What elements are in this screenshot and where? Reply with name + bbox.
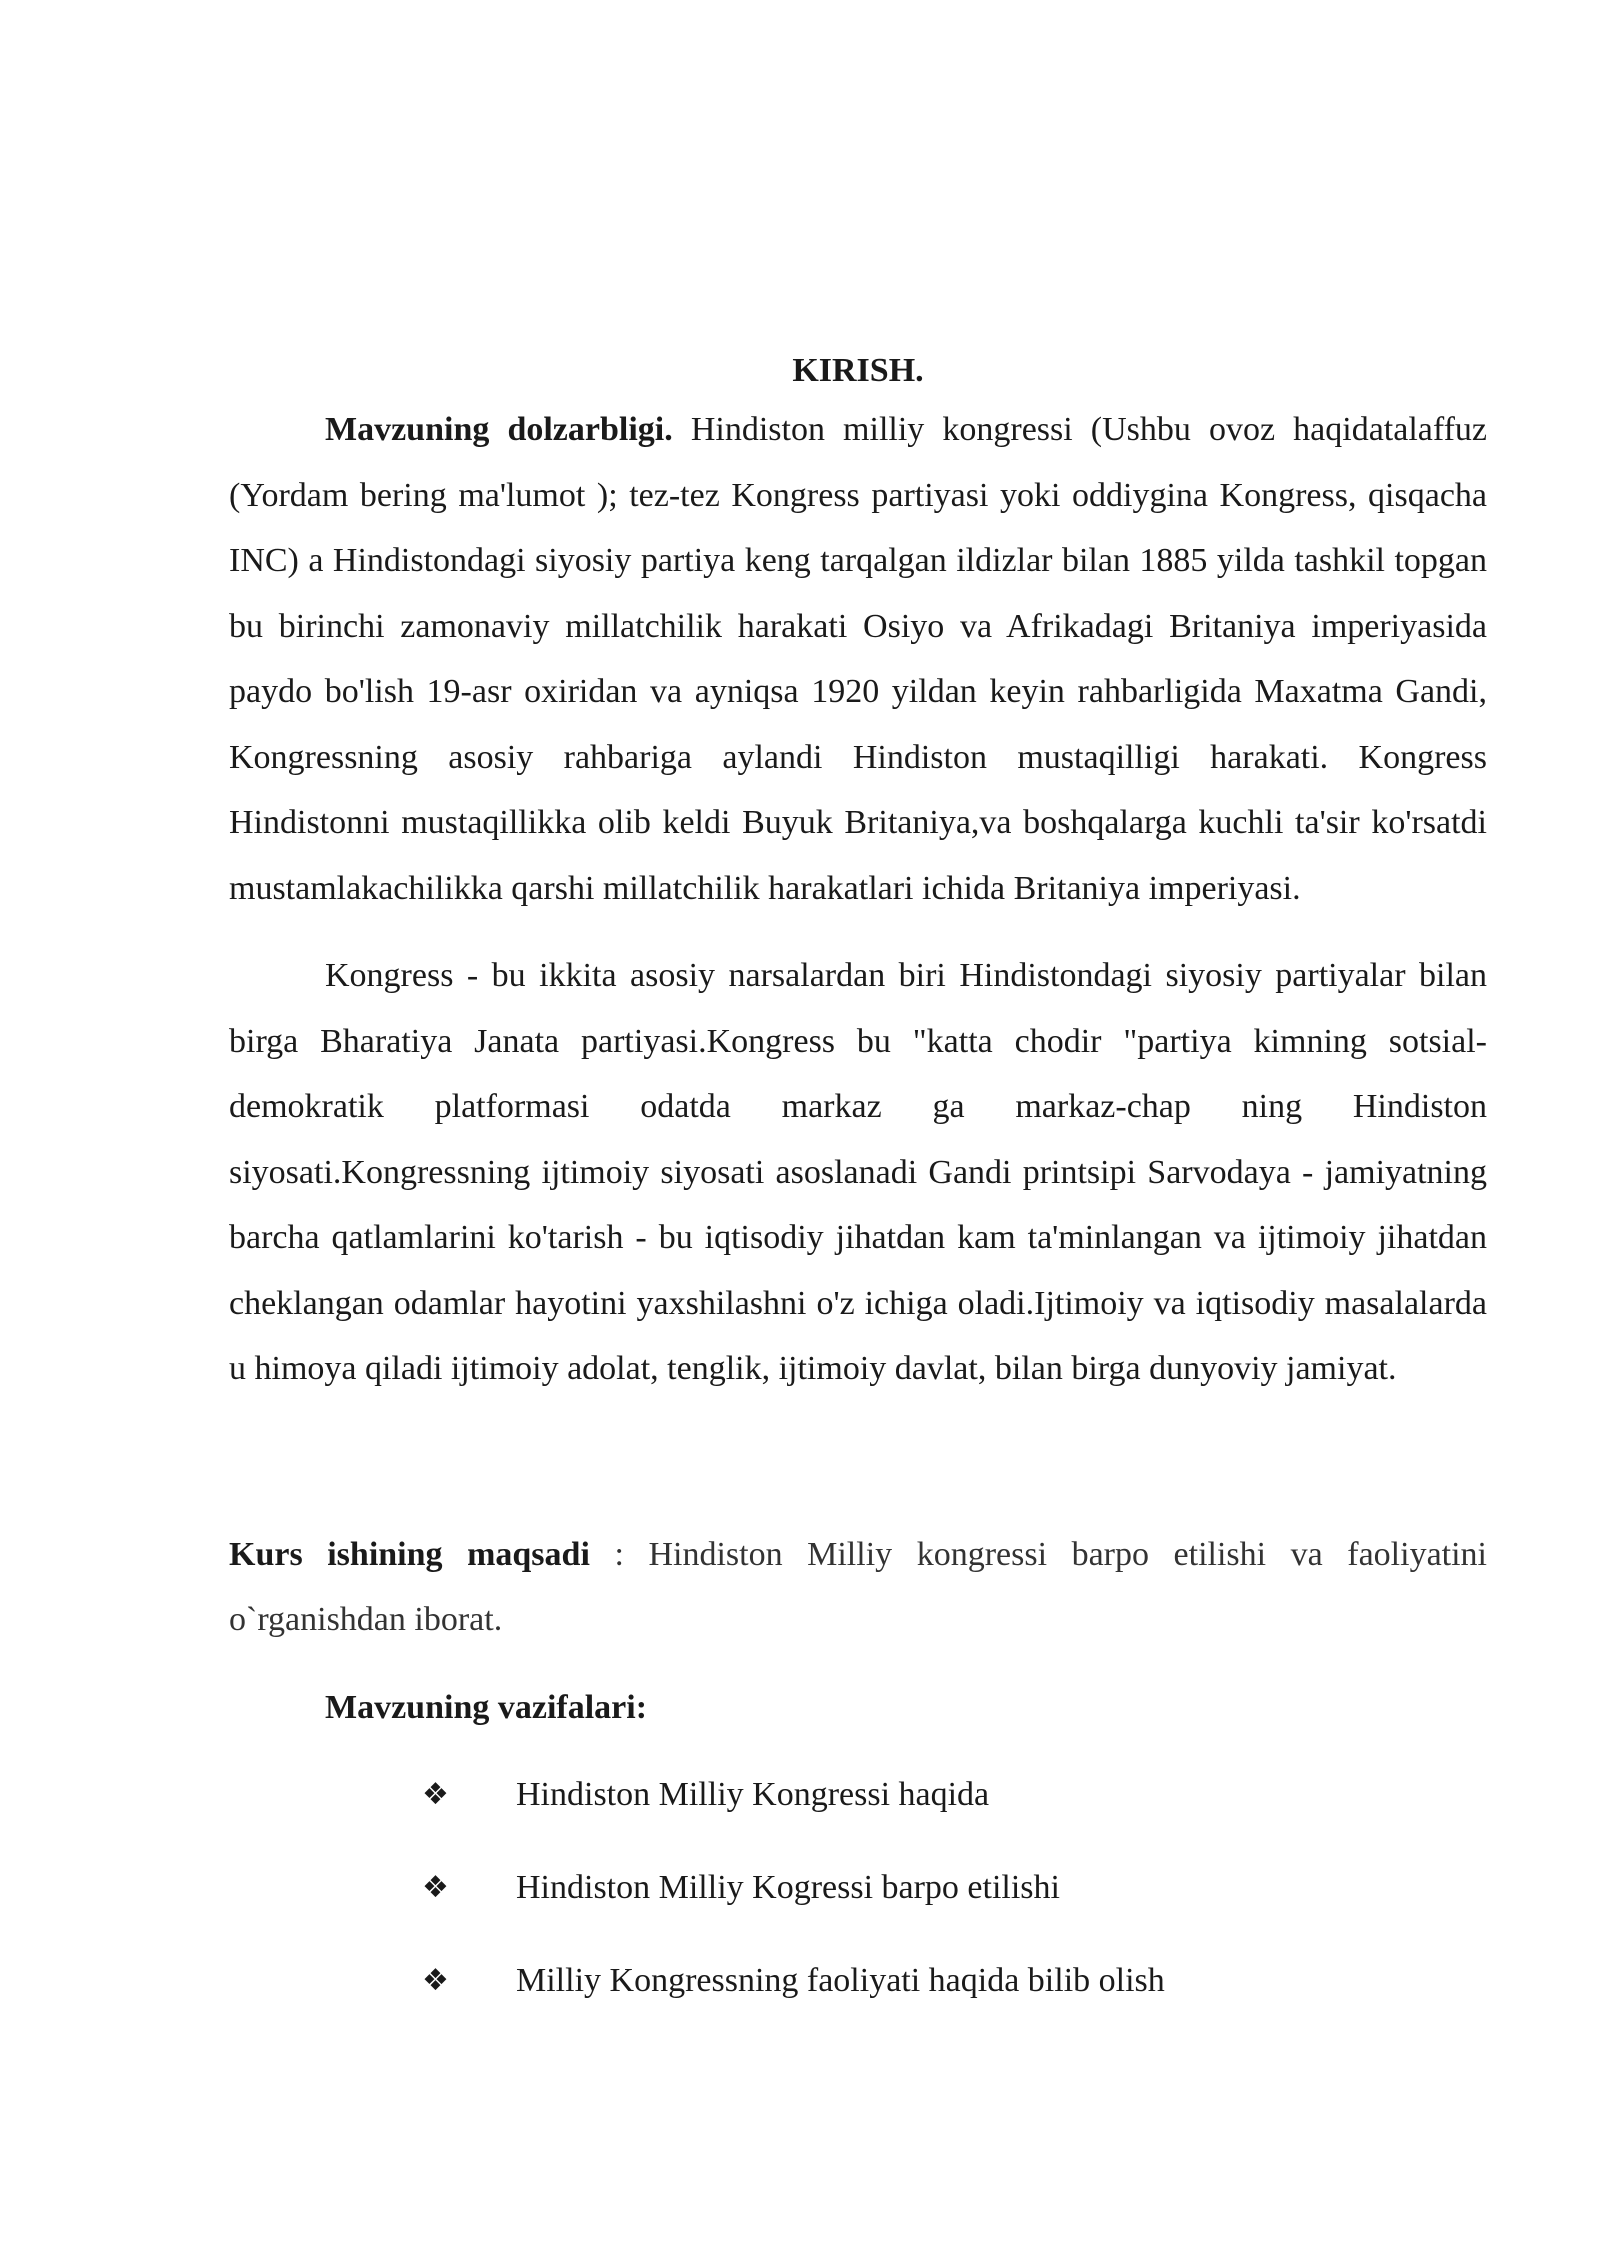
congress-paragraph: Kongress - bu ikkita asosiy narsalardan biri Hindistondagi siyosiy partiyalar bilan birga Bharatiya Janata partiyasi.Kongress bu "katta chodir "partiya kimning sotsial-demokratik platformasi odatda markaz ga markaz-chap ning Hindiston siyosati.Kongressning ijtimoiy siyosati asoslanadi Gandi printsipi Sarvodaya - jamiyatning barcha qatlamlarini ko'tarish - bu iqtisodiy jihatdan kam ta'minlangan va ijtimoiy jihatdan cheklangan odamlar hayotini yaxshilashni o'z ichiga oladi.Ijtimoiy va iqtisodiy masalalarda u himoya qiladi ijtimoiy adolat, tenglik, ijtimoiy davlat, bilan birga dunyoviy jamiyat. — [229, 957, 1487, 1387]
tasks-heading: Mavzuning vazifalari: — [325, 1688, 648, 1726]
intro-paragraph — [229, 397, 1487, 921]
task-text: Hindiston Milliy Kongressi haqida — [516, 1776, 990, 1813]
intro-text: Hindiston milliy kongressi (Ushbu ovoz haqidatalaffuz (Yordam bering ma'lumot ); tez-tez Kongress partiyasi yoki oddiygina Kongress, qisqacha INC) a Hindistondagi siyosiy partiya keng tarqalgan ildizlar bilan 1885 yilda tashkil topgan bu birinchi zamonaviy millatchilik harakati Osiyo va Afrikadagi Britaniya imperiyasida paydo bo'lish 19-asr oxiridan va ayniqsa 1920 yildan keyin rahbarligida Maxatma Gandi, Kongressning asosiy rahbariga aylandi Hindiston mustaqilligi harakati. Kongress Hindistonni mustaqillikka olib keldi Buyuk Britaniya,va boshqalarga kuchli ta'sir ko'rsatdi mustamlakachilikka qarshi millatchilik harakatlari ichida Britaniya imperiyasi. — [229, 411, 1487, 907]
diamond-bullet-icon: ❖ — [422, 1963, 449, 1998]
aim-lead: Kurs ishining maqsadi — [229, 1535, 590, 1573]
diamond-bullet-icon: ❖ — [422, 1777, 449, 1812]
list-item — [229, 1855, 1487, 1948]
list-item — [229, 1948, 1487, 2041]
document-page — [229, 345, 1487, 2041]
intro-lead: Mavzuning dolzarbligi. — [325, 411, 673, 448]
aim-text: : Hindiston Milliy kongressi barpo etilishi va faoliyatini o`rganishdan iborat. — [229, 1535, 1488, 1638]
diamond-bullet-icon: ❖ — [422, 1870, 449, 1905]
task-text: Hindiston Milliy Kogressi barpo etilishi — [516, 1869, 1060, 1906]
task-text: Milliy Kongressning faoliyati haqida bilib olish — [516, 1962, 1165, 1999]
list-item — [229, 1762, 1487, 1855]
document-title: KIRISH. — [792, 352, 924, 389]
tasks-list — [229, 1762, 1487, 2041]
aim-paragraph — [229, 1522, 1487, 1653]
